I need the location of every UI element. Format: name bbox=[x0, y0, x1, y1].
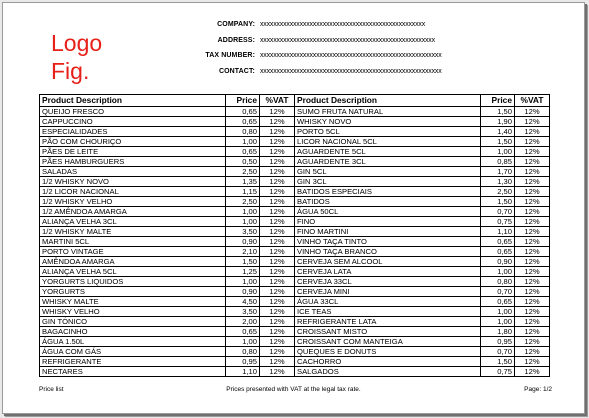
cell-vat: 12% bbox=[260, 277, 295, 287]
cell-product-description: LICOR NACIONAL 5CL bbox=[295, 137, 481, 147]
info-label: COMPANY: bbox=[217, 21, 255, 28]
cell-vat: 12% bbox=[260, 207, 295, 217]
cell-vat: 12% bbox=[515, 347, 550, 357]
cell-price: 1,25 bbox=[226, 267, 260, 277]
cell-product-description: SALADAS bbox=[40, 167, 226, 177]
cell-product-description: 1/2 WHISKY MALTE bbox=[40, 227, 226, 237]
cell-product-description: AGUARDENTE 5CL bbox=[295, 147, 481, 157]
cell-product-description: ESPECIALIDADES bbox=[40, 127, 226, 137]
cell-vat: 12% bbox=[260, 337, 295, 347]
cell-price: 0,65 bbox=[481, 237, 515, 247]
logo-line-2: Fig. bbox=[51, 58, 90, 84]
cell-product-description: VINHO TAÇA TINTO bbox=[295, 237, 481, 247]
cell-product-description: PORTO 5CL bbox=[295, 127, 481, 137]
cell-vat: 12% bbox=[260, 287, 295, 297]
cell-price: 0,90 bbox=[226, 287, 260, 297]
cell-product-description: REFRIGERANTE LATA bbox=[295, 317, 481, 327]
cell-vat: 12% bbox=[515, 187, 550, 197]
table-row bbox=[40, 347, 550, 357]
cell-price: 1,10 bbox=[226, 367, 260, 377]
cell-price: 3,50 bbox=[226, 227, 260, 237]
table-row bbox=[40, 237, 550, 247]
cell-vat: 12% bbox=[260, 367, 295, 377]
cell-price: 0,70 bbox=[481, 347, 515, 357]
price-table bbox=[39, 94, 550, 377]
table-row bbox=[40, 187, 550, 197]
cell-price: 2,50 bbox=[226, 167, 260, 177]
cell-product-description: FINO MARTINI bbox=[295, 227, 481, 237]
cell-price: 2,50 bbox=[481, 187, 515, 197]
cell-price: 1,00 bbox=[226, 337, 260, 347]
table-row bbox=[40, 167, 550, 177]
cell-price: 1,00 bbox=[481, 307, 515, 317]
table-row bbox=[40, 137, 550, 147]
table-row bbox=[40, 357, 550, 367]
cell-vat: 12% bbox=[260, 137, 295, 147]
table-row bbox=[40, 227, 550, 237]
cell-product-description: CERVEJA 33CL bbox=[295, 277, 481, 287]
cell-product-description: GIN 3CL bbox=[295, 177, 481, 187]
table-row bbox=[40, 217, 550, 227]
cell-product-description: ALIANÇA VELHA 3CL bbox=[40, 217, 226, 227]
cell-product-description: GIN TÓNICO bbox=[40, 317, 226, 327]
cell-vat: 12% bbox=[515, 137, 550, 147]
cell-vat: 12% bbox=[515, 247, 550, 257]
cell-vat: 12% bbox=[515, 357, 550, 367]
cell-vat: 12% bbox=[260, 247, 295, 257]
cell-product-description: ÁGUA 1.50L bbox=[40, 337, 226, 347]
cell-price: 1,00 bbox=[481, 267, 515, 277]
cell-vat: 12% bbox=[515, 317, 550, 327]
info-row bbox=[193, 37, 523, 53]
cell-price: 1,35 bbox=[226, 177, 260, 187]
cell-price: 1,80 bbox=[481, 327, 515, 337]
cell-vat: 12% bbox=[515, 337, 550, 347]
info-value: xxxxxxxxxxxxxxxxxxxxxxxxxxxxxxxxxxxxxxxxxxxxxxxxxxxxxxx bbox=[260, 52, 442, 59]
cell-price: 1,10 bbox=[481, 227, 515, 237]
company-info bbox=[193, 21, 523, 83]
cell-price: 1,00 bbox=[226, 217, 260, 227]
cell-vat: 12% bbox=[260, 317, 295, 327]
cell-product-description: CROISSANT COM MANTEIGA bbox=[295, 337, 481, 347]
cell-vat: 12% bbox=[260, 147, 295, 157]
cell-vat: 12% bbox=[260, 237, 295, 247]
info-value: xxxxxxxxxxxxxxxxxxxxxxxxxxxxxxxxxxxxxxxxxxxxxxxxxxxxx bbox=[260, 36, 435, 44]
header-vat-2: %VAT bbox=[515, 95, 550, 107]
cell-vat: 12% bbox=[260, 297, 295, 307]
header-price-2: Price bbox=[481, 95, 515, 107]
cell-product-description: PÃES HAMBURGUERS bbox=[40, 157, 226, 167]
cell-product-description: CROISSANT MISTO bbox=[295, 327, 481, 337]
cell-product-description: 1/2 WHISKY NOVO bbox=[40, 177, 226, 187]
info-value: xxxxxxxxxxxxxxxxxxxxxxxxxxxxxxxxxxxxxxxxxxxxxxxxxx bbox=[260, 21, 426, 28]
info-label: TAX NUMBER: bbox=[205, 52, 255, 59]
table-row bbox=[40, 267, 550, 277]
cell-product-description: SUMO FRUTA NATURAL bbox=[295, 107, 481, 117]
cell-product-description: QUEIJO FRESCO bbox=[40, 107, 226, 117]
cell-vat: 12% bbox=[515, 197, 550, 207]
cell-vat: 12% bbox=[260, 227, 295, 237]
cell-product-description: GIN 5CL bbox=[295, 167, 481, 177]
cell-price: 1,00 bbox=[226, 137, 260, 147]
cell-price: 0,65 bbox=[481, 297, 515, 307]
cell-price: 0,80 bbox=[481, 277, 515, 287]
cell-product-description: SALGADOS bbox=[295, 367, 481, 377]
cell-vat: 12% bbox=[515, 107, 550, 117]
cell-vat: 12% bbox=[515, 157, 550, 167]
cell-price: 3,50 bbox=[226, 307, 260, 317]
cell-product-description: ICE TEAS bbox=[295, 307, 481, 317]
cell-price: 0,90 bbox=[481, 257, 515, 267]
cell-product-description: WHISKY VELHO bbox=[40, 307, 226, 317]
cell-vat: 12% bbox=[515, 227, 550, 237]
table-row bbox=[40, 297, 550, 307]
table-row bbox=[40, 247, 550, 257]
cell-product-description: AGUARDENTE 3CL bbox=[295, 157, 481, 167]
cell-price: 1,50 bbox=[481, 197, 515, 207]
cell-price: 0,70 bbox=[481, 207, 515, 217]
cell-vat: 12% bbox=[260, 347, 295, 357]
cell-price: 1,90 bbox=[481, 117, 515, 127]
table-row bbox=[40, 307, 550, 317]
info-row bbox=[193, 52, 523, 68]
cell-vat: 12% bbox=[515, 207, 550, 217]
cell-product-description: ALIANÇA VELHA 5CL bbox=[40, 267, 226, 277]
cell-price: 0,50 bbox=[226, 157, 260, 167]
cell-product-description: YORGURTS LIQUIDOS bbox=[40, 277, 226, 287]
cell-vat: 12% bbox=[515, 237, 550, 247]
cell-vat: 12% bbox=[260, 117, 295, 127]
cell-vat: 12% bbox=[515, 147, 550, 157]
table-row bbox=[40, 157, 550, 167]
cell-vat: 12% bbox=[515, 267, 550, 277]
table-row bbox=[40, 257, 550, 267]
table-row bbox=[40, 147, 550, 157]
cell-vat: 12% bbox=[515, 367, 550, 377]
table-row bbox=[40, 207, 550, 217]
cell-price: 0,75 bbox=[481, 367, 515, 377]
cell-vat: 12% bbox=[260, 167, 295, 177]
cell-vat: 12% bbox=[260, 257, 295, 267]
cell-vat: 12% bbox=[260, 197, 295, 207]
cell-product-description: ÁGUA 50CL bbox=[295, 207, 481, 217]
table-header-row bbox=[40, 95, 550, 107]
cell-product-description: WHISKY NOVO bbox=[295, 117, 481, 127]
cell-product-description: YORGURTS bbox=[40, 287, 226, 297]
info-label: CONTACT: bbox=[218, 67, 255, 75]
table-row bbox=[40, 277, 550, 287]
cell-product-description: CERVEJA MINI bbox=[295, 287, 481, 297]
cell-vat: 12% bbox=[515, 307, 550, 317]
cell-product-description: MARTINI 5CL bbox=[40, 237, 226, 247]
cell-price: 0,90 bbox=[226, 237, 260, 247]
table-row bbox=[40, 127, 550, 137]
cell-vat: 12% bbox=[260, 187, 295, 197]
logo-placeholder bbox=[51, 29, 102, 85]
cell-price: 1,15 bbox=[226, 187, 260, 197]
cell-price: 0,65 bbox=[226, 107, 260, 117]
cell-product-description: PÃO COM CHOURIÇO bbox=[40, 137, 226, 147]
footer-left: Price list bbox=[39, 386, 64, 393]
header-product-description-2: Product Description bbox=[295, 95, 481, 107]
cell-product-description: 1/2 AMÊNDOA AMARGA bbox=[40, 207, 226, 217]
cell-vat: 12% bbox=[260, 327, 295, 337]
cell-product-description: AMÊNDOA AMARGA bbox=[40, 257, 226, 267]
cell-price: 1,00 bbox=[226, 277, 260, 287]
cell-price: 2,10 bbox=[226, 247, 260, 257]
cell-vat: 12% bbox=[515, 167, 550, 177]
cell-product-description: BATIDOS bbox=[295, 197, 481, 207]
cell-price: 1,40 bbox=[481, 127, 515, 137]
cell-price: 0,65 bbox=[226, 117, 260, 127]
header-price: Price bbox=[226, 95, 260, 107]
cell-vat: 12% bbox=[515, 327, 550, 337]
cell-product-description: ÁGUA 33CL bbox=[295, 297, 481, 307]
footer-page-number: Page: 1/2 bbox=[524, 386, 552, 393]
cell-product-description: BATIDOS ESPECIAIS bbox=[295, 187, 481, 197]
cell-price: 1,00 bbox=[226, 207, 260, 217]
table-row bbox=[40, 177, 550, 187]
cell-vat: 12% bbox=[260, 217, 295, 227]
cell-vat: 12% bbox=[515, 277, 550, 287]
cell-vat: 12% bbox=[260, 127, 295, 137]
cell-product-description: NECTARES bbox=[40, 367, 226, 377]
cell-vat: 12% bbox=[260, 357, 295, 367]
cell-vat: 12% bbox=[515, 257, 550, 267]
info-label: ADDRESS: bbox=[217, 36, 255, 44]
cell-price: 0,80 bbox=[226, 127, 260, 137]
cell-vat: 12% bbox=[260, 267, 295, 277]
info-value: xxxxxxxxxxxxxxxxxxxxxxxxxxxxxxxxxxxxxxxxxxxxxxxxxxxxxxx bbox=[260, 67, 442, 75]
cell-price: 0,65 bbox=[481, 247, 515, 257]
table-row bbox=[40, 327, 550, 337]
cell-vat: 12% bbox=[260, 177, 295, 187]
cell-price: 1,50 bbox=[226, 257, 260, 267]
cell-price: 0,95 bbox=[481, 337, 515, 347]
info-row bbox=[193, 68, 523, 84]
cell-product-description: 1/2 WHISKY VELHO bbox=[40, 197, 226, 207]
cell-product-description: CACHORRO bbox=[295, 357, 481, 367]
cell-vat: 12% bbox=[515, 217, 550, 227]
cell-price: 1,50 bbox=[481, 107, 515, 117]
cell-vat: 12% bbox=[260, 307, 295, 317]
cell-price: 0,95 bbox=[226, 357, 260, 367]
cell-price: 1,50 bbox=[481, 357, 515, 367]
cell-price: 0,75 bbox=[481, 217, 515, 227]
document-page bbox=[2, 2, 585, 414]
cell-product-description: BAGACINHO bbox=[40, 327, 226, 337]
cell-price: 1,70 bbox=[481, 167, 515, 177]
header-product-description: Product Description bbox=[40, 95, 226, 107]
table-row bbox=[40, 367, 550, 377]
cell-vat: 12% bbox=[515, 287, 550, 297]
cell-price: 1,50 bbox=[481, 137, 515, 147]
cell-vat: 12% bbox=[515, 127, 550, 137]
info-row bbox=[193, 21, 523, 37]
cell-vat: 12% bbox=[515, 297, 550, 307]
header-vat: %VAT bbox=[260, 95, 295, 107]
cell-vat: 12% bbox=[260, 107, 295, 117]
cell-price: 2,50 bbox=[226, 197, 260, 207]
cell-product-description: QUEQUES E DONUTS bbox=[295, 347, 481, 357]
table-row bbox=[40, 107, 550, 117]
cell-price: 0,65 bbox=[226, 147, 260, 157]
cell-price: 0,85 bbox=[481, 157, 515, 167]
cell-product-description: CERVEJA LATA bbox=[295, 267, 481, 277]
table-row bbox=[40, 287, 550, 297]
cell-vat: 12% bbox=[515, 117, 550, 127]
cell-price: 4,50 bbox=[226, 297, 260, 307]
cell-product-description: 1/2 LICOR NACIONAL bbox=[40, 187, 226, 197]
cell-vat: 12% bbox=[260, 157, 295, 167]
cell-product-description: FINO bbox=[295, 217, 481, 227]
cell-price: 1,00 bbox=[481, 317, 515, 327]
table-row bbox=[40, 197, 550, 207]
cell-product-description: CAPPUCCINO bbox=[40, 117, 226, 127]
cell-price: 0,80 bbox=[226, 347, 260, 357]
cell-price: 2,00 bbox=[226, 317, 260, 327]
cell-product-description: REFRIGERANTE bbox=[40, 357, 226, 367]
cell-price: 1,00 bbox=[481, 147, 515, 157]
cell-price: 0,70 bbox=[481, 287, 515, 297]
cell-price: 0,65 bbox=[226, 327, 260, 337]
table-row bbox=[40, 117, 550, 127]
cell-price: 1,30 bbox=[481, 177, 515, 187]
cell-vat: 12% bbox=[515, 177, 550, 187]
cell-product-description: CERVEJA SEM ALCOOL bbox=[295, 257, 481, 267]
table-row bbox=[40, 317, 550, 327]
cell-product-description: ÁGUA COM GÁS bbox=[40, 347, 226, 357]
table-row bbox=[40, 337, 550, 347]
cell-product-description: WHISKY MALTE bbox=[40, 297, 226, 307]
logo-line-1: Logo bbox=[51, 30, 103, 56]
footer-center: Prices presented with VAT at the legal tax rate. bbox=[226, 386, 361, 393]
cell-product-description: VINHO TAÇA BRANCO bbox=[295, 247, 481, 257]
cell-product-description: PÃES DE LEITE bbox=[40, 147, 226, 157]
cell-product-description: PORTO VINTAGE bbox=[40, 247, 226, 257]
